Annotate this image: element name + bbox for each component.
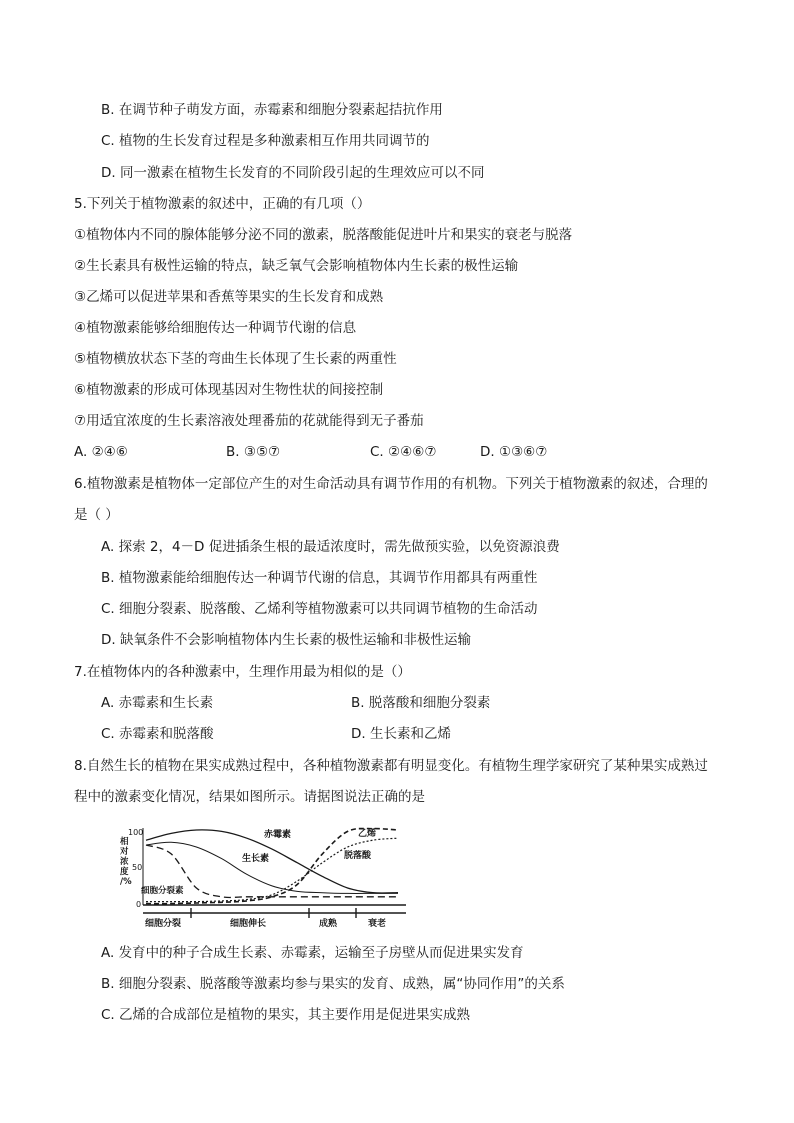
q5-item-6: ⑥植物激素的形成可体现基因对生物性状的间接控制 xyxy=(74,382,384,398)
q8-option-b[interactable]: B. 细胞分裂素、脱落酸等激素均参与果实的发育、成熟，属“协同作用”的关系 xyxy=(101,976,565,992)
q5-item-4: ④植物激素能够给细胞传达一种调节代谢的信息 xyxy=(74,320,357,336)
q7-stem: 7.在植物体内的各种激素中，生理作用最为相似的是（） xyxy=(74,664,411,680)
q8-stem-line2: 程中的激素变化情况，结果如图所示。请据图说法正确的是 xyxy=(74,789,425,805)
y-tick-label: 0 xyxy=(136,900,142,909)
y-axis-label xyxy=(119,836,132,887)
q5-item-2: ②生长素具有极性运输的特点，缺乏氧气会影响植物体内生长素的极性运输 xyxy=(74,258,519,274)
q7-option-d[interactable]: D. 生长素和乙烯 xyxy=(351,726,451,742)
q7-option-b[interactable]: B. 脱落酸和细胞分裂素 xyxy=(351,695,491,711)
q6-option-a[interactable]: A. 探索 2，4－D 促进插条生根的最适浓度时，需先做预实验，以免资源浪费 xyxy=(101,539,560,555)
stage-label-division: 细胞分裂 xyxy=(145,919,182,929)
q5-option-d[interactable]: D. ①③⑥⑦ xyxy=(480,444,548,460)
y-axis-label-char-3: 度 xyxy=(120,867,129,877)
y-axis-label-char-1: 对 xyxy=(120,847,129,857)
y-tick-label: 100 xyxy=(128,828,144,837)
q5-option-a[interactable]: A. ②④⑥ xyxy=(74,444,128,460)
series-label-abscisic-acid: 脱落酸 xyxy=(344,851,372,861)
y-axis-label-char-0: 相 xyxy=(120,837,129,847)
stage-label-elongation: 细胞伸长 xyxy=(230,919,267,929)
q5-item-7: ⑦用适宜浓度的生长素溶液处理番茄的花就能得到无子番茄 xyxy=(74,413,424,429)
q5-item-1: ①植物体内不同的腺体能够分泌不同的激素，脱落酸能促进叶片和果实的衰老与脱落 xyxy=(74,227,573,243)
stage-bar xyxy=(143,908,406,929)
y-tick-label: 50 xyxy=(132,863,143,872)
series-line-auxin xyxy=(146,842,398,893)
y-axis-label-char-2: 浓 xyxy=(120,857,129,867)
q5-option-c[interactable]: C. ②④⑥⑦ xyxy=(370,444,437,460)
q6-stem-line1: 6.植物激素是植物体一定部位产生的对生命活动具有调节作用的有机物。下列关于植物激素的叙述，合理的 xyxy=(74,476,708,492)
series-label-cytokinin: 细胞分裂素 xyxy=(141,886,184,896)
q4-option-c: C. 植物的生长发育过程是多种激素相互作用共同调节的 xyxy=(101,133,430,149)
q5-option-b[interactable]: B. ③⑤⑦ xyxy=(226,444,281,460)
q4-option-d: D. 同一激素在植物生长发育的不同阶段引起的生理效应可以不同 xyxy=(101,165,485,181)
q6-option-d[interactable]: D. 缺氧条件不会影响植物体内生长素的极性运输和非极性运输 xyxy=(101,632,471,648)
stage-label-senescence: 衰老 xyxy=(368,919,387,929)
q4-option-b: B. 在调节种子萌发方面，赤霉素和细胞分裂素起拮抗作用 xyxy=(101,102,443,118)
q6-option-b[interactable]: B. 植物激素能给细胞传达一种调节代谢的信息，其调节作用都具有两重性 xyxy=(101,570,538,586)
series-label-ethylene: 乙烯 xyxy=(358,829,377,839)
q5-item-5: ⑤植物横放状态下茎的弯曲生长体现了生长素的两重性 xyxy=(74,351,397,367)
q7-option-c[interactable]: C. 赤霉素和脱落酸 xyxy=(101,726,214,742)
y-axis-label-char-4: /% xyxy=(120,877,132,887)
q5-item-3: ③乙烯可以促进苹果和香蕉等果实的生长发育和成熟 xyxy=(74,289,384,305)
series-label-auxin: 生长素 xyxy=(242,854,270,864)
q6-stem-line2: 是（ ） xyxy=(74,507,119,523)
y-ticks xyxy=(128,828,143,909)
q8-stem-line1: 8.自然生长的植物在果实成熟过程中，各种植物激素都有明显变化。有植物生理学家研究了某种果实成熟过 xyxy=(74,758,708,774)
q8-option-c[interactable]: C. 乙烯的合成部位是植物的果实，其主要作用是促进果实成熟 xyxy=(101,1007,471,1023)
q6-option-c[interactable]: C. 细胞分裂素、脱落酸、乙烯利等植物激素可以共同调节植物的生命活动 xyxy=(101,601,538,617)
q7-option-a[interactable]: A. 赤霉素和生长素 xyxy=(101,695,214,711)
q8-option-a[interactable]: A. 发育中的种子合成生长素、赤霉素，运输至子房壁从而促进果实发育 xyxy=(101,945,524,961)
hormone-concentration-chart xyxy=(116,822,416,930)
stage-label-ripening: 成熟 xyxy=(319,919,338,929)
q5-stem: 5.下列关于植物激素的叙述中，正确的有几项（） xyxy=(74,196,371,212)
series-label-gibberellin: 赤霉素 xyxy=(264,830,292,840)
